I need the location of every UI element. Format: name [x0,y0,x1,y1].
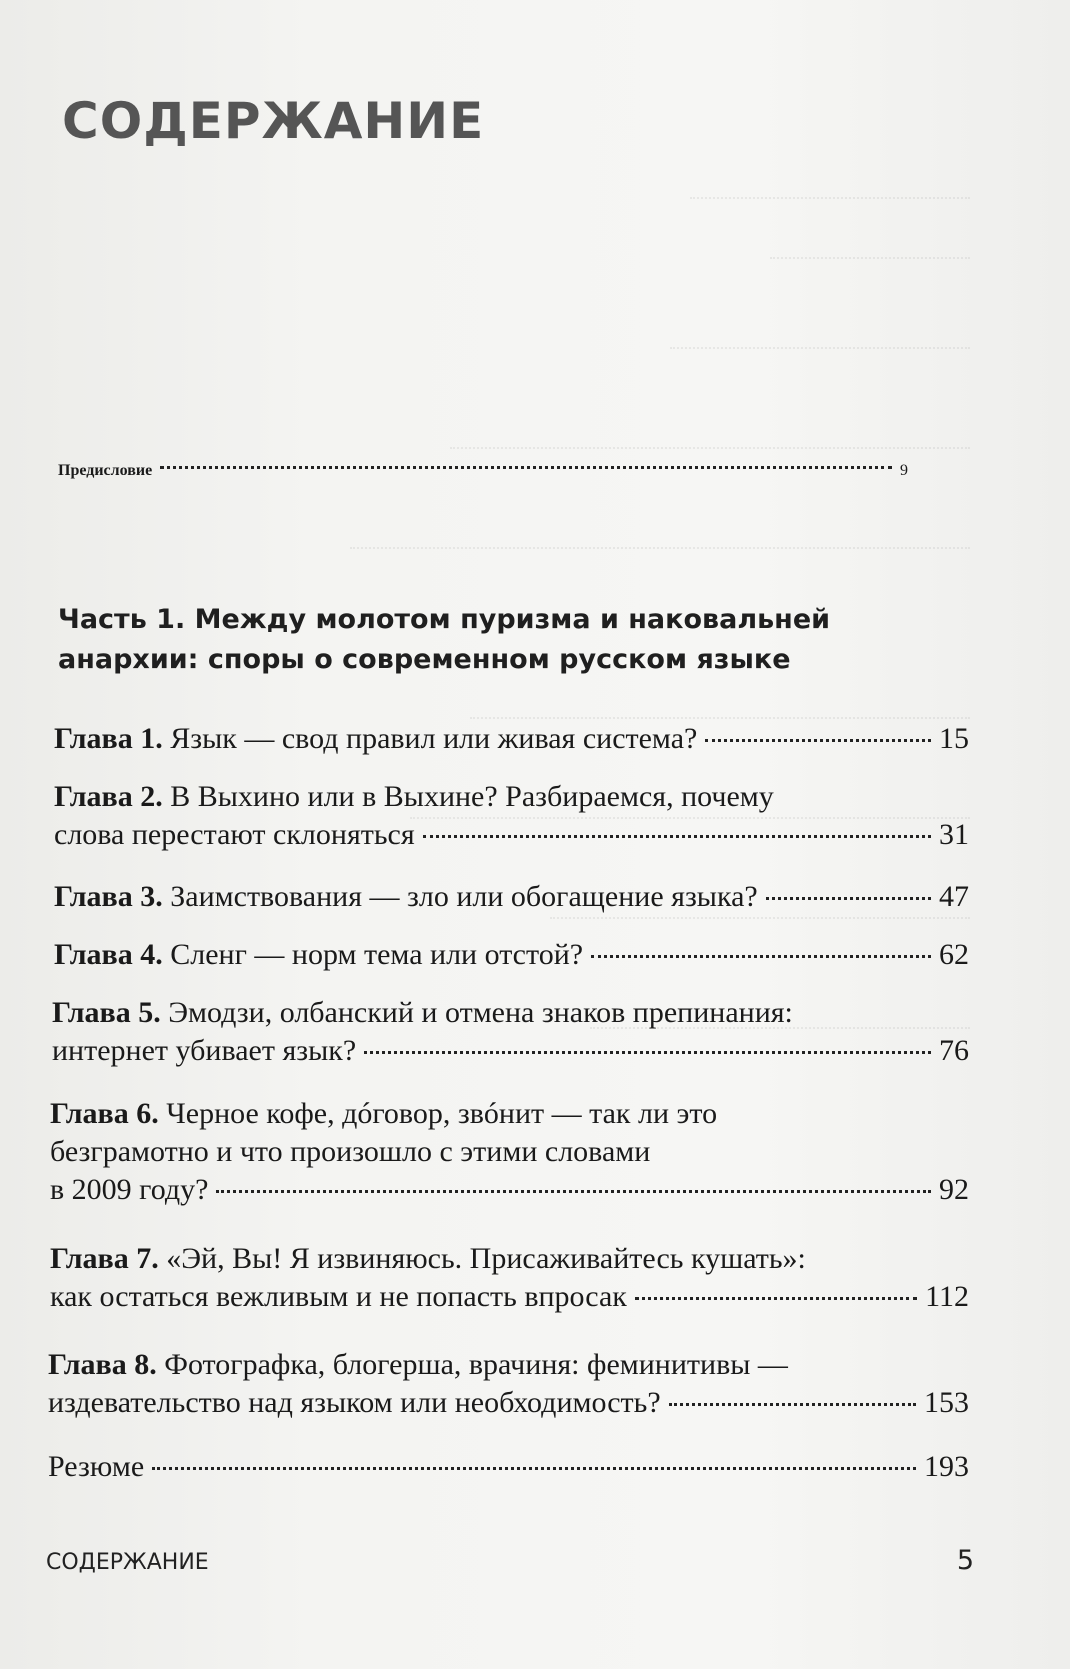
folio-page-number: 5 [956,1545,974,1576]
dot-leader [591,954,931,958]
chapter-title: Язык — свод правил или живая система? [170,722,698,755]
toc-entry-chapter-1 [54,720,969,758]
page-number: 76 [939,1034,969,1067]
chapter-label: Глава 2. [54,780,163,813]
dot-leader [152,1466,916,1470]
toc-entry-chapter-6 [50,1095,969,1209]
toc-entry-chapter-8 [48,1346,969,1422]
chapter-title-line-2: издевательство над языком или необходимость? [48,1386,661,1419]
page-number: 31 [939,818,969,851]
dot-leader [669,1402,916,1406]
page-number: 62 [939,938,969,971]
chapter-title-line-2: интернет убивает язык? [52,1034,357,1067]
chapter-title-line-3: в 2009 году? [50,1173,209,1206]
chapter-title-line-1: «Эй, Вы! Я извиняюсь. Присаживайтесь кушать»: [166,1242,806,1275]
dot-leader [364,1050,931,1054]
chapter-title-line-1: Фотографка, блогерша, врачиня: феминитивы — [164,1348,788,1381]
dot-leader [216,1189,931,1193]
running-footer: СОДЕРЖАНИЕ [46,1550,209,1575]
page-number: 112 [925,1280,969,1313]
chapter-title-line-1: Эмодзи, олбанский и отмена знаков препинания: [168,996,793,1029]
chapter-label: Глава 1. [54,722,163,755]
dot-leader [160,465,892,469]
page-number: 193 [924,1450,969,1483]
chapter-title-line-2: безграмотно и что произошло с этими словами [50,1135,651,1168]
toc-label: Предисловие [58,462,153,479]
chapter-title-line-2: как остаться вежливым и не попасть впросак [50,1280,627,1313]
chapter-title-line-1: Черное кофе, дóговор, звóнит — так ли это [166,1097,718,1130]
part-heading: Часть 1. Между молотом пуризма и наковальней анархии: споры о современном русском языке [58,604,831,675]
chapter-label: Глава 7. [50,1242,159,1275]
toc-entry-chapter-2 [54,778,969,854]
page-title: СОДЕРЖАНИЕ [62,92,485,150]
page-number: 92 [939,1173,969,1206]
chapter-title-line-1: В Выхино или в Выхине? Разбираемся, почему [170,780,774,813]
chapter-title-line-2: слова перестают склоняться [54,818,415,851]
toc-entry-preface [58,452,908,490]
page-number: 47 [939,880,969,913]
dot-leader [423,834,931,838]
chapter-label: Глава 6. [50,1097,159,1130]
dot-leader [635,1296,917,1300]
dot-leader [705,738,931,742]
chapter-label: Глава 8. [48,1348,157,1381]
page-number: 15 [939,722,969,755]
dot-leader [766,896,931,900]
chapter-title: Сленг — норм тема или отстой? [170,938,584,971]
toc-entry-chapter-5 [52,994,969,1070]
toc-entry-resume [48,1448,969,1486]
toc-entry-chapter-4 [54,936,969,974]
toc-label: Резюме [48,1450,145,1483]
chapter-label: Глава 5. [52,996,161,1029]
page-number: 153 [924,1386,969,1419]
chapter-label: Глава 3. [54,880,163,913]
page-number: 9 [900,462,908,479]
chapter-title: Заимствования — зло или обогащение языка? [170,880,758,913]
toc-entry-chapter-7 [50,1240,969,1316]
toc-entry-chapter-3 [54,878,969,916]
chapter-label: Глава 4. [54,938,163,971]
